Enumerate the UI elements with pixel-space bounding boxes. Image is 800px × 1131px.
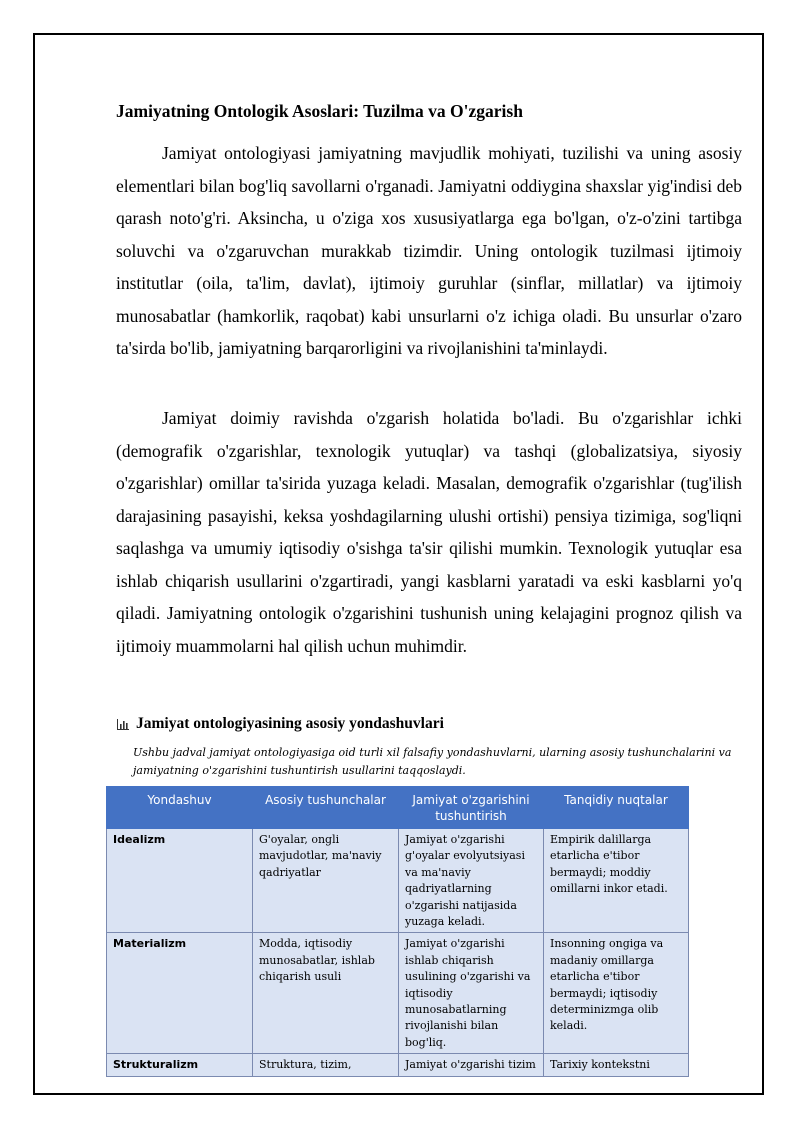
cell-critique: Insonning ongiga va madaniy omillarga etarlicha e'tibor bermaydi; iqtisodiy determinizmga olib keladi. [544,933,689,1054]
cell-critique: Empirik dalillarga etarlicha e'tibor bermaydi; moddiy omillarni inkor etadi. [544,829,689,933]
table-description: Ushbu jadval jamiyat ontologiyasiga oid turli xil falsafiy yondashuvlarni, ularning asosiy tushunchalarini va jamiyatning o'zgarishini tushuntirish usullarini taqqoslaydi. [133,746,732,777]
bar-chart-icon [116,718,130,731]
header-concepts: Asosiy tushunchalar [253,787,399,829]
header-approach: Yondashuv [107,787,253,829]
table-row [107,933,689,1054]
paragraph-change: Jamiyat doimiy ravishda o'zgarish holatida bo'ladi. Bu o'zgarishlar ichki (demografik o'zgarishlar, texnologik yutuqlar) va tashqi (globalizatsiya, siyosiy o'zgarishlar) omillar ta'sirida yuzaga keladi. Masalan, demografik o'zgarishlar (tug'ilish darajasining pasayishi, keksa yoshdagilarning ulushi ortishi) pensiya tizimiga, sog'liqni saqlashga va umumiy iqtisodiy o'sishga ta'sir qilishi mumkin. Texnologik yutuqlar esa ishlab chiqarish usullarini o'zgartiradi, yangi kasblarni yaratadi va eski kasblarni yo'q qiladi. Jamiyatning ontologik o'zgarishini tushunish uning kelajagini prognoz qilish va ijtimoiy muammolarni hal qilish uchun muhimdir. [116,408,742,656]
table-title-text: Jamiyat ontologiyasining asosiy yondashuvlari [136,715,444,732]
cell-change: Jamiyat o'zgarishi ishlab chiqarish usulining o'zgarishi va iqtisodiy munosabatlarning rivojlanishi bilan bog'liq. [399,933,544,1054]
cell-change: Jamiyat o'zgarishi tizim [399,1054,544,1076]
table-title [116,715,736,733]
cell-change: Jamiyat o'zgarishi g'oyalar evolyutsiyasi va ma'naviy qadriyatlarning o'zgarishi natijasida yuzaga keladi. [399,829,544,933]
section-heading: Jamiyatning Ontologik Asoslari: Tuzilma va O'zgarish [116,101,523,121]
cell-approach: Materializm [107,933,253,1054]
paragraph-ontology: Jamiyat ontologiyasi jamiyatning mavjudlik mohiyati, tuzilishi va uning asosiy elementlari bilan bog'liq savollarni o'rganadi. Jamiyatni oddiygina shaxslar yig'indisi deb qarash noto'g'ri. Aksincha, u o'ziga xos xususiyatlarga ega bo'lgan, o'z-o'zini tartibga soluvchi va o'zgaruvchan murakkab tizimdir. Uning ontologik tuzilmasi ijtimoiy institutlar (oila, ta'lim, davlat), ijtimoiy guruhlar (sinflar, millatlar) va ijtimoiy munosabatlar (hamkorlik, raqobat) kabi unsurlarni o'z ichiga oladi. Bu unsurlar o'zaro ta'sirda bo'lib, jamiyatning barqarorligini va rivojlanishini ta'minlaydi. [116,143,742,358]
table-row [107,1054,689,1076]
cell-concepts: G'oyalar, ongli mavjudotlar, ma'naviy qadriyatlar [253,829,399,933]
cell-concepts: Modda, iqtisodiy munosabatlar, ishlab chiqarish usuli [253,933,399,1054]
approaches-table-container [106,786,688,1072]
cell-approach: Strukturalizm [107,1054,253,1076]
table-header-row [107,787,689,829]
table-row [107,829,689,933]
approaches-table [106,786,689,1077]
header-change-explanation: Jamiyat o'zgarishini tushuntirish [399,787,544,829]
cell-critique: Tarixiy kontekstni [544,1054,689,1076]
header-critique: Tanqidiy nuqtalar [544,787,689,829]
cell-concepts: Struktura, tizim, [253,1054,399,1076]
cell-approach: Idealizm [107,829,253,933]
